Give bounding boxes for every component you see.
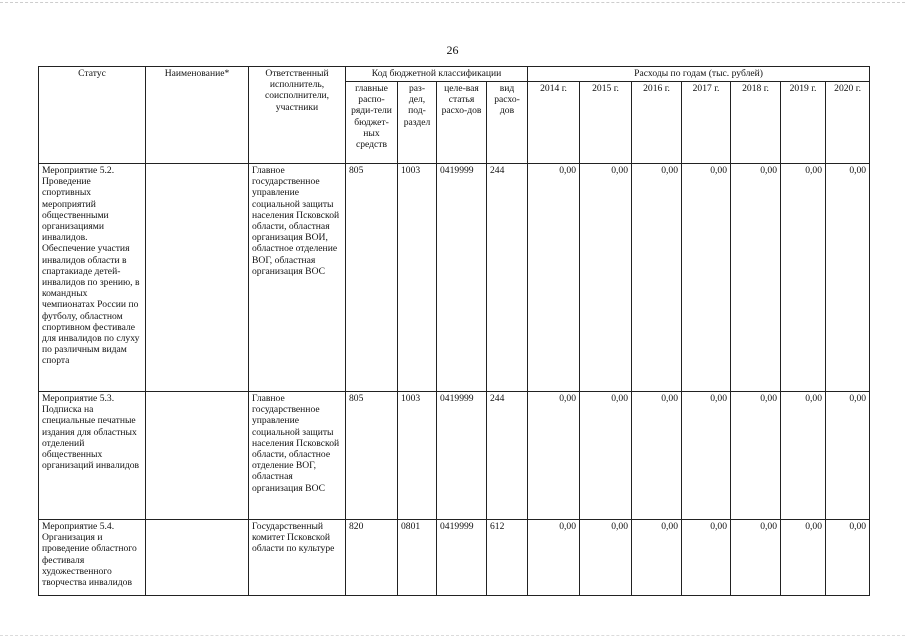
row-value-2014: 0,00	[528, 520, 580, 596]
table-row	[39, 520, 870, 596]
row-value-2018: 0,00	[731, 164, 781, 392]
row-value-2020: 0,00	[826, 164, 870, 392]
col-status-header: Статус	[39, 67, 146, 164]
header-row-1	[39, 67, 870, 82]
row-executor: Главное государственное управление социальной защиты населения Псковской области, областная организация ВОИ, областное отделение ВОГ, областная организация ВОС	[249, 164, 346, 392]
row-name	[146, 164, 249, 392]
row-section: 0801	[398, 520, 437, 596]
row-section: 1003	[398, 164, 437, 392]
scan-edge-bottom	[0, 635, 905, 637]
row-executor: Главное государственное управление социальной защиты населения Псковской области, областное отделение ВОГ, областная организация ВОС	[249, 392, 346, 520]
col-executor-header: Ответственный исполнитель, соисполнители, участники	[249, 67, 346, 164]
table-row	[39, 164, 870, 392]
col-year-2020-header: 2020 г.	[826, 82, 870, 164]
row-value-2014: 0,00	[528, 164, 580, 392]
budget-table	[38, 66, 870, 596]
row-value-2015: 0,00	[580, 392, 632, 520]
row-type: 244	[487, 392, 528, 520]
col-year-2015-header: 2015 г.	[580, 82, 632, 164]
row-name	[146, 392, 249, 520]
col-grbs-header: главные распо-ряди-тели бюджет-ных средств	[346, 82, 398, 164]
row-value-2016: 0,00	[632, 520, 682, 596]
row-status: Мероприятие 5.2. Проведение спортивных мероприятий общественными организациями инвалидов. Обеспечение участия инвалидов области в спартакиаде детей-инвалидов по зрению, в командных чемпионатах России по футболу, областном спортивном фестивале для инвалидов по слуху по различным видам спорта	[39, 164, 146, 392]
col-year-2014-header: 2014 г.	[528, 82, 580, 164]
row-type: 612	[487, 520, 528, 596]
row-article: 0419999	[437, 520, 487, 596]
row-value-2019: 0,00	[781, 392, 826, 520]
row-name	[146, 520, 249, 596]
row-value-2015: 0,00	[580, 164, 632, 392]
row-status: Мероприятие 5.3. Подписка на специальные печатные издания для областных отделений общественных организаций инвалидов	[39, 392, 146, 520]
col-section-header: раз-дел, под-раздел	[398, 82, 437, 164]
row-executor: Государственный комитет Псковской области по культуре	[249, 520, 346, 596]
row-value-2015: 0,00	[580, 520, 632, 596]
scan-edge-top	[0, 2, 905, 4]
row-value-2016: 0,00	[632, 164, 682, 392]
row-value-2017: 0,00	[682, 164, 731, 392]
row-value-2017: 0,00	[682, 392, 731, 520]
col-type-header: вид расхо-дов	[487, 82, 528, 164]
row-value-2020: 0,00	[826, 392, 870, 520]
row-value-2020: 0,00	[826, 520, 870, 596]
table-row	[39, 392, 870, 520]
col-year-2018-header: 2018 г.	[731, 82, 781, 164]
row-grbs: 820	[346, 520, 398, 596]
row-section: 1003	[398, 392, 437, 520]
row-value-2016: 0,00	[632, 392, 682, 520]
row-article: 0419999	[437, 392, 487, 520]
row-value-2018: 0,00	[731, 392, 781, 520]
row-grbs: 805	[346, 392, 398, 520]
row-value-2014: 0,00	[528, 392, 580, 520]
col-year-2019-header: 2019 г.	[781, 82, 826, 164]
row-value-2019: 0,00	[781, 520, 826, 596]
col-year-2017-header: 2017 г.	[682, 82, 731, 164]
budget-code-header: Код бюджетной классификации	[346, 67, 528, 82]
row-article: 0419999	[437, 164, 487, 392]
page-number: 26	[446, 43, 459, 57]
row-value-2018: 0,00	[731, 520, 781, 596]
row-grbs: 805	[346, 164, 398, 392]
expenses-header: Расходы по годам (тыс. рублей)	[528, 67, 870, 82]
row-value-2019: 0,00	[781, 164, 826, 392]
row-status: Мероприятие 5.4. Организация и проведение областного фестиваля художественного творчества инвалидов	[39, 520, 146, 596]
row-type: 244	[487, 164, 528, 392]
col-article-header: целе-вая статья расхо-дов	[437, 82, 487, 164]
col-name-header: Наименование*	[146, 67, 249, 164]
row-value-2017: 0,00	[682, 520, 731, 596]
col-year-2016-header: 2016 г.	[632, 82, 682, 164]
